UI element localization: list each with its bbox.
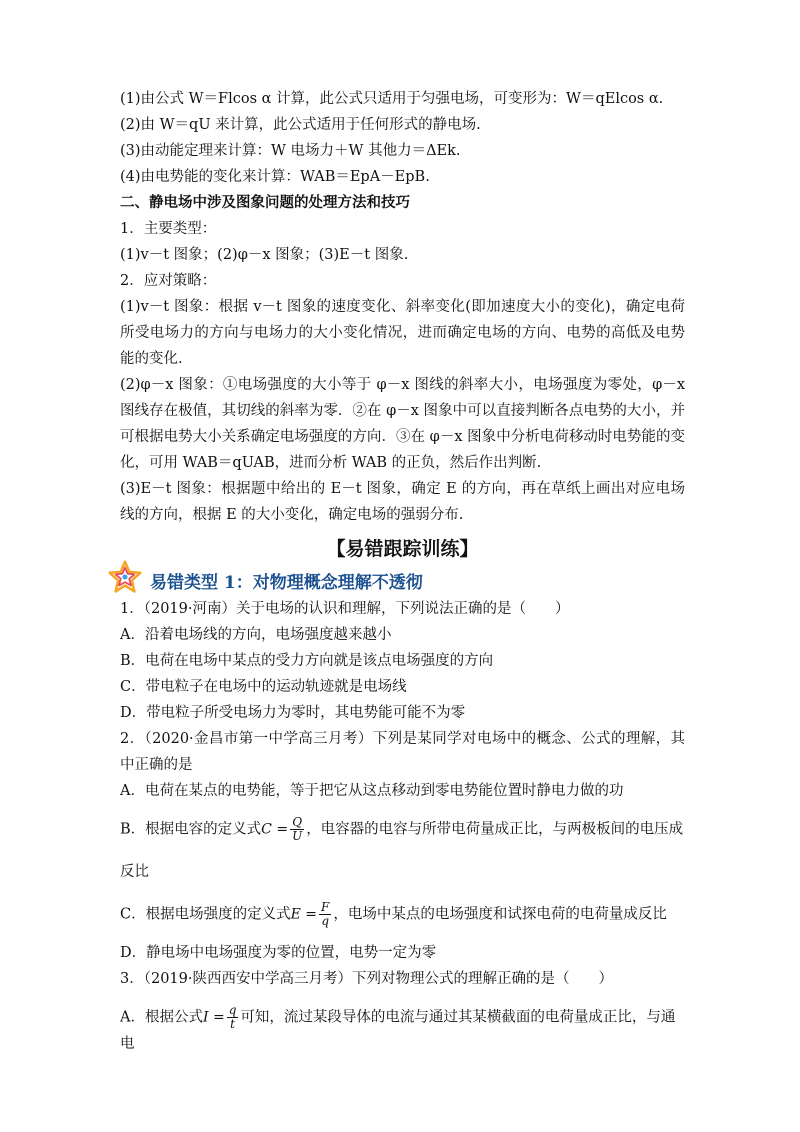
- field-fraction: [319, 901, 331, 928]
- q2-option-d: D．静电场中电场强度为零的位置，电势一定为零: [120, 945, 437, 961]
- q3-a-post: 可知，流过某段导体的电流与通过其某横截面的电荷量成正比，与通电: [120, 1009, 676, 1052]
- q1-option-c: C．带电粒子在电场中的运动轨迹就是电场线: [120, 679, 407, 695]
- capacitance-den: U: [292, 829, 303, 843]
- q1-option-d: D．带电粒子所受电场力为零时，其电势能可能不为零: [120, 705, 466, 721]
- star-icon: [108, 560, 142, 594]
- strategy-phix: (2)φ－x 图象：①电场强度的大小等于 φ－x 图线的斜率大小，电场强度为零处，φ－x 图线存在极值，其切线的斜率为零．②在 φ－x 图象中可以直接判断各点电势的大小，并可根据电势大小关系确定电场强度的方向．③在 φ－x 图象中分析电荷移动时电势能的变化，可用 WAB＝qUAB，进而分析 WAB 的正负，然后作出判断.: [120, 377, 685, 471]
- field-num: F: [321, 900, 330, 914]
- error-type-heading: [120, 566, 685, 596]
- q2-option-b: [120, 816, 685, 843]
- current-fraction: [227, 1004, 239, 1031]
- q2-stem: 2．（2020·金昌市第一中学高三月考）下列是某同学对电场中的概念、公式的理解，其中正确的是: [120, 731, 685, 773]
- capacitance-num: Q: [290, 816, 304, 830]
- q3-option-a: [120, 1004, 685, 1057]
- strategy-label: 2．应对策略：: [120, 273, 217, 289]
- strategy-et: (3)E－t 图象：根据题中给出的 E－t 图象，确定 E 的方向，再在草纸上画出对应电场线的方向，根据 E 的大小变化，确定电场的强弱分布.: [120, 481, 685, 523]
- q2-option-b-cont: 反比: [120, 864, 149, 880]
- q2-b-post: ，电容器的电容与所带电荷量成正比，与两极板间的电压成: [306, 821, 684, 838]
- q2-option-a: A．电荷在某点的电势能，等于把它从这点移动到零电势能位置时静电力做的功: [120, 783, 624, 799]
- q3-a-pre: A．根据公式: [120, 1009, 203, 1026]
- training-title: 【易错跟踪训练】: [326, 538, 479, 560]
- current-num: q: [228, 1003, 237, 1017]
- q1-stem: 1．（2019·河南）关于电场的认识和理解，下列说法正确的是（ ）: [120, 601, 570, 617]
- q2-b-pre: B．根据电容的定义式: [120, 821, 262, 838]
- q1-option-b: B．电荷在电场中某点的受力方向就是该点电场强度的方向: [120, 653, 494, 669]
- section-heading: 二、静电场中涉及图象问题的处理方法和技巧: [120, 194, 410, 211]
- q2-option-c: [120, 901, 685, 928]
- field-den: q: [321, 914, 329, 928]
- formula-line-2: (2)由 W＝qU 来计算，此公式适用于任何形式的静电场.: [120, 117, 481, 133]
- q2-c-post: ，电场中某点的电场强度和试探电荷的电荷量成反比: [333, 906, 667, 923]
- current-den: t: [230, 1017, 235, 1031]
- formula-line-4: (4)由电势能的变化来计算：WAB＝EpA－EpB.: [120, 169, 430, 185]
- formula-line-3: (3)由动能定理来计算：W 电场力＋W 其他力＝ΔEk.: [120, 143, 461, 159]
- q3-stem: 3．（2019·陕西西安中学高三月考）下列对物理公式的理解正确的是（ ）: [120, 971, 613, 987]
- error-type-title: 易错类型 1：对物理概念理解不透彻: [150, 573, 423, 593]
- strategy-vt: (1)v－t 图象：根据 v－t 图象的速度变化、斜率变化(即加速度大小的变化)，确定电荷所受电场力的方向与电场力的大小变化情况，进而确定电场的方向、电势的高低及电势能的变化.: [120, 299, 685, 367]
- capacitance-fraction: [290, 816, 304, 843]
- q1-option-a: A．沿着电场线的方向，电场强度越来越小: [120, 627, 392, 643]
- q2-c-pre: C．根据电场强度的定义式: [120, 906, 291, 923]
- capacitance-lhs: C =: [261, 821, 289, 838]
- formula-line-1: (1)由公式 W＝Flcos α 计算，此公式只适用于匀强电场，可变形为：W＝qElcos α.: [120, 91, 664, 107]
- types-text: (1)v－t 图象；(2)φ－x 图象；(3)E－t 图象.: [120, 247, 409, 263]
- field-lhs: E =: [290, 906, 317, 923]
- current-lhs: I =: [202, 1009, 225, 1026]
- types-label: 1．主要类型：: [120, 221, 217, 237]
- document-page: [120, 86, 685, 1057]
